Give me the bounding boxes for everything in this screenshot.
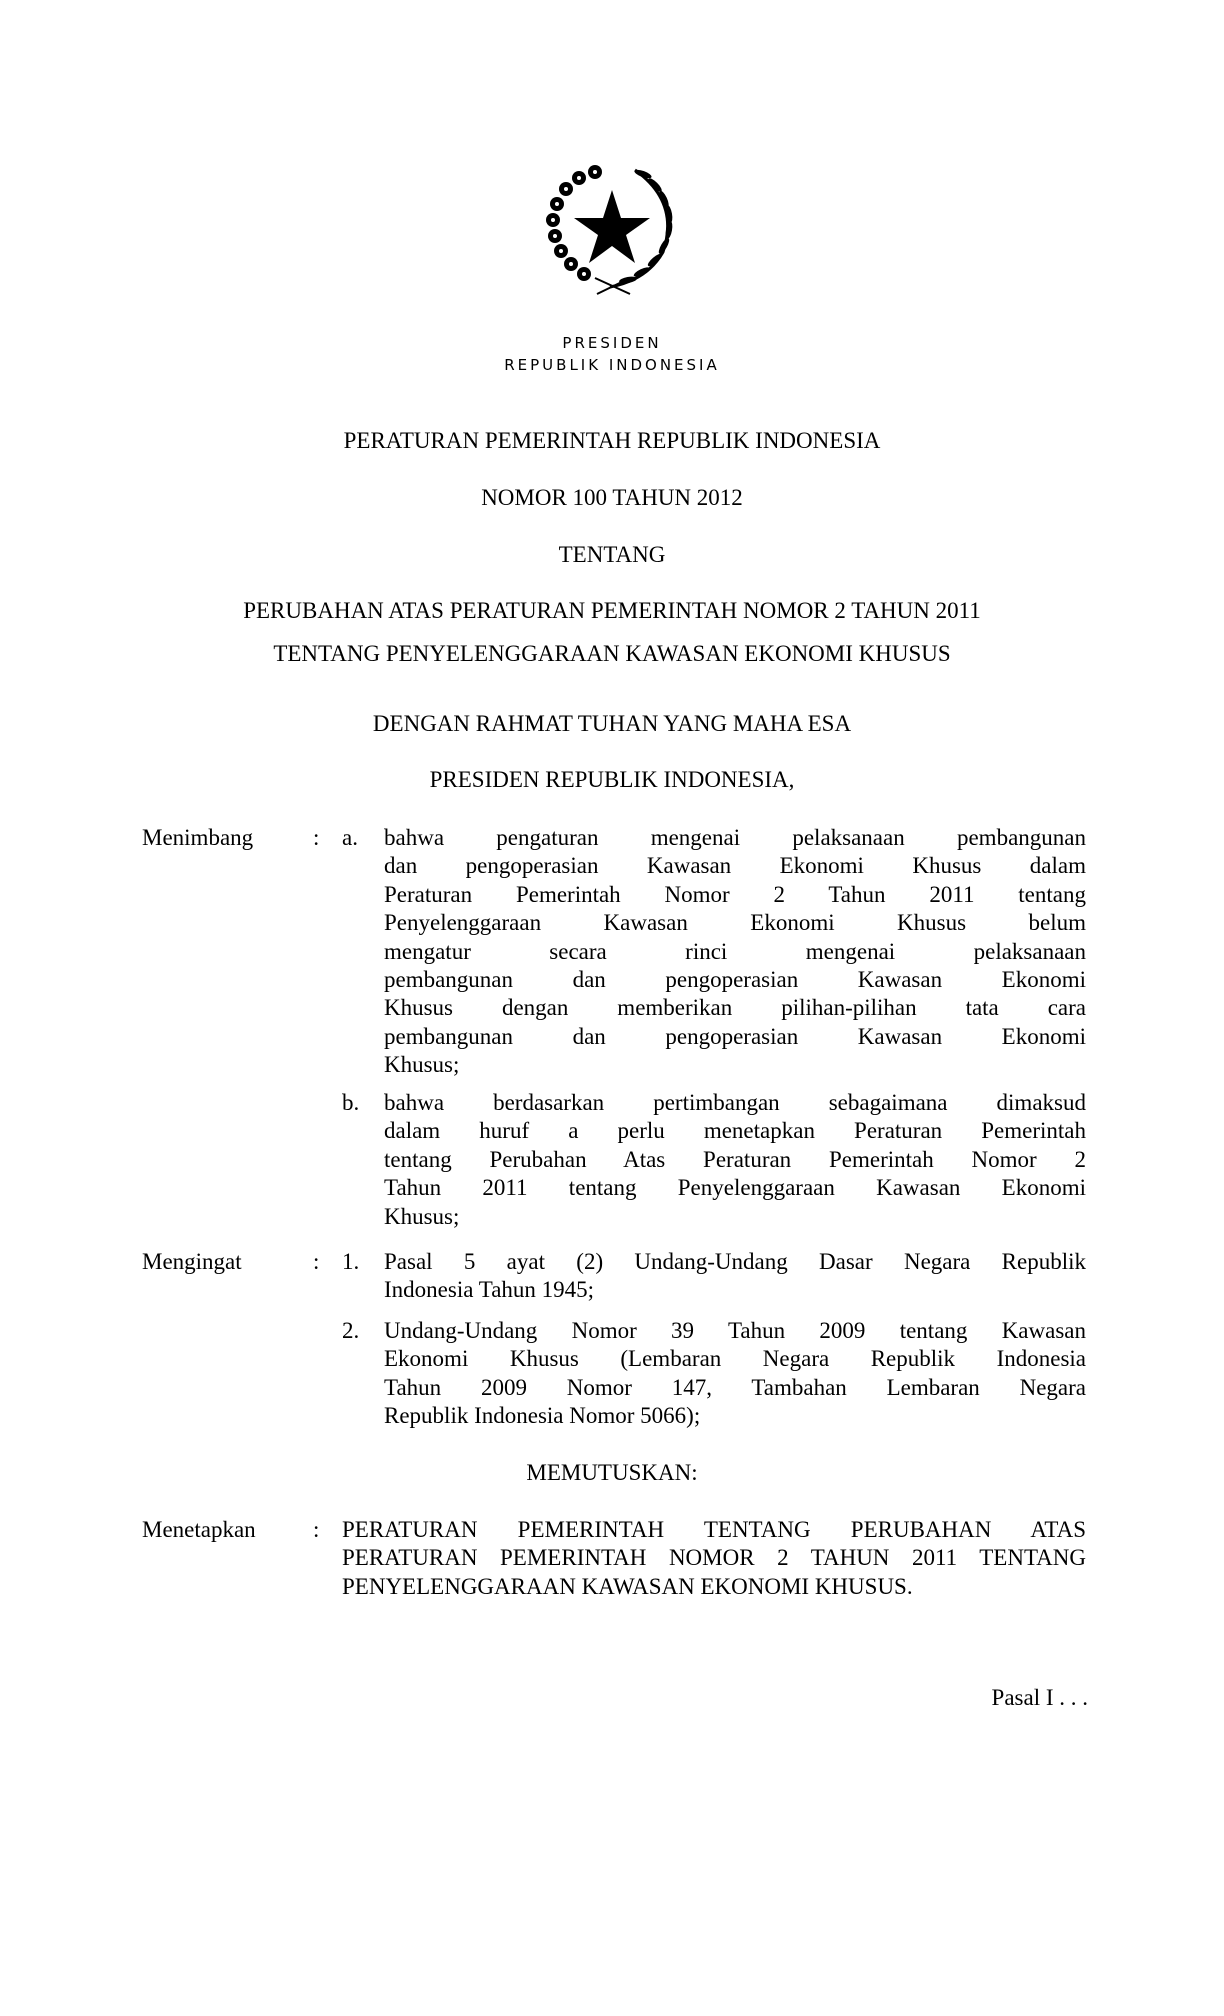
letterhead-line-1: PRESIDEN [562, 334, 662, 352]
subject-line-2: TENTANG PENYELENGGARAAN KAWASAN EKONOMI KHUSUS [273, 641, 951, 666]
menetapkan-colon: : [313, 1517, 320, 1542]
text-line: Tahun 2011 tentang Penyelenggaraan Kawasan Ekonomi [384, 1175, 1086, 1201]
text-line: Tahun 2009 Nomor 147, Tambahan Lembaran Negara [384, 1374, 1086, 1400]
presidential-seal-icon [535, 152, 690, 302]
mengingat-item-2 [384, 1317, 1086, 1431]
grace-line: DENGAN RAHMAT TUHAN YANG MAHA ESA [372, 711, 852, 736]
text-line: Khusus; [384, 1052, 460, 1078]
text-line: PENYELENGGARAAN KAWASAN EKONOMI KHUSUS. [342, 1573, 913, 1599]
mengingat-label: Mengingat [142, 1249, 242, 1274]
letterhead-line-2: REPUBLIK INDONESIA [504, 356, 720, 374]
document-title: PERATURAN PEMERINTAH REPUBLIK INDONESIA [343, 428, 881, 453]
text-line: Khusus; [384, 1203, 460, 1229]
text-line: PERATURAN PEMERINTAH TENTANG PERUBAHAN ATAS [342, 1517, 1086, 1542]
mengingat-item-1 [384, 1248, 1086, 1305]
text-line: Peraturan Pemerintah Nomor 2 Tahun 2011 tentang [384, 881, 1086, 907]
menimbang-marker-b: b. [342, 1090, 360, 1115]
text-line: bahwa berdasarkan pertimbangan sebagaimana dimaksud [384, 1090, 1086, 1115]
text-line: pembangunan dan pengoperasian Kawasan Ekonomi [384, 1023, 1086, 1049]
text-line: tentang Perubahan Atas Peraturan Pemerintah Nomor 2 [384, 1146, 1086, 1172]
president-line: PRESIDEN REPUBLIK INDONESIA, [429, 767, 795, 792]
text-line: Ekonomi Khusus (Lembaran Negara Republik Indonesia [384, 1346, 1086, 1372]
menimbang-colon: : [313, 825, 320, 850]
menimbang-item-b [384, 1089, 1086, 1231]
text-line: Undang-Undang Nomor 39 Tahun 2009 tentang Kawasan [384, 1318, 1086, 1343]
menetapkan-label: Menetapkan [142, 1517, 256, 1542]
text-line: Pasal 5 ayat (2) Undang-Undang Dasar Negara Republik [384, 1249, 1086, 1274]
text-line: dan pengoperasian Kawasan Ekonomi Khusus dalam [384, 853, 1086, 879]
text-line: Republik Indonesia Nomor 5066); [384, 1403, 701, 1429]
text-line: mengatur secara rinci mengenai pelaksanaan [384, 938, 1086, 964]
mengingat-marker-2: 2. [342, 1318, 360, 1343]
text-line: Khusus dengan memberikan pilihan-pilihan tata cara [384, 995, 1086, 1021]
text-line: pembangunan dan pengoperasian Kawasan Ekonomi [384, 966, 1086, 992]
menimbang-item-a [384, 824, 1086, 1080]
mengingat-colon: : [313, 1249, 320, 1274]
text-line: Penyelenggaraan Kawasan Ekonomi Khusus belum [384, 910, 1086, 936]
decision-heading: MEMUTUSKAN: [526, 1460, 698, 1485]
document-number: NOMOR 100 TAHUN 2012 [481, 485, 743, 510]
continuation-marker: Pasal I . . . [991, 1685, 1088, 1710]
menetapkan-text [342, 1516, 1086, 1601]
mengingat-marker-1: 1. [342, 1249, 360, 1274]
menimbang-marker-a: a. [342, 825, 358, 850]
text-line: PERATURAN PEMERINTAH NOMOR 2 TAHUN 2011 TENTANG [342, 1545, 1086, 1571]
menimbang-label: Menimbang [142, 825, 254, 850]
text-line: Indonesia Tahun 1945; [384, 1277, 595, 1303]
text-line: bahwa pengaturan mengenai pelaksanaan pembangunan [384, 825, 1086, 850]
text-line: dalam huruf a perlu menetapkan Peraturan Pemerintah [384, 1118, 1086, 1144]
about-heading: TENTANG [558, 542, 666, 567]
subject-line-1: PERUBAHAN ATAS PERATURAN PEMERINTAH NOMOR 2 TAHUN 2011 [243, 598, 981, 623]
